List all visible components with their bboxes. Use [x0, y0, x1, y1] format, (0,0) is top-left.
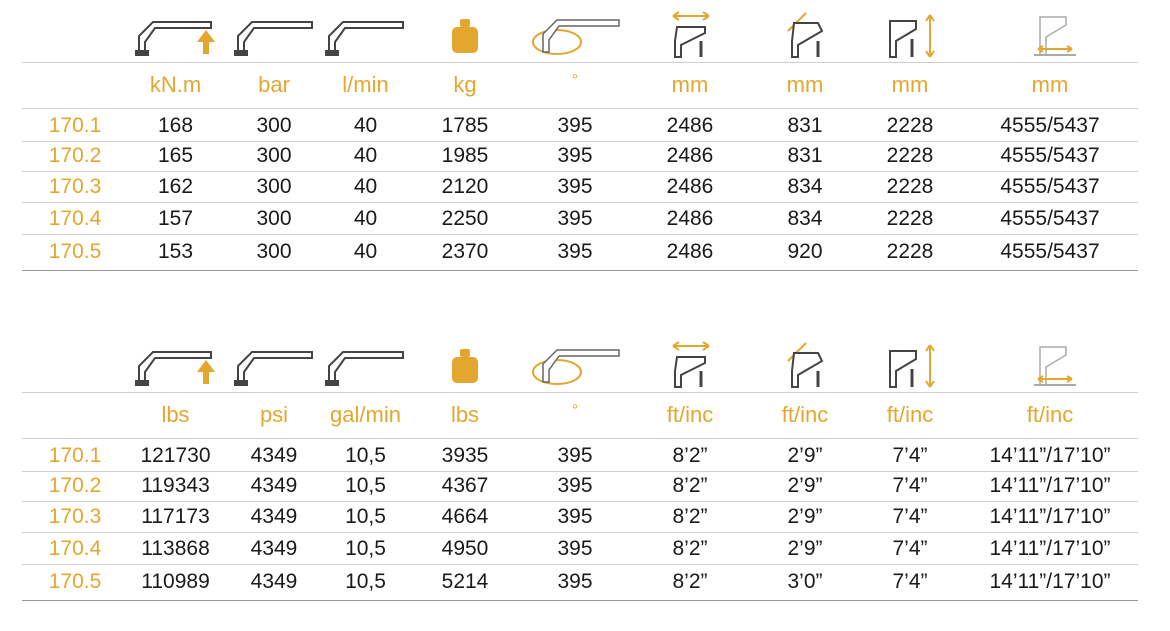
width-icon: [665, 338, 717, 394]
table-cell: 14’11”/17’10”: [989, 474, 1111, 497]
divider: [22, 438, 1138, 439]
table-cell: 8’2”: [672, 537, 708, 560]
model-label: 170.5: [48, 240, 102, 263]
table-cell: 4367: [441, 474, 489, 497]
table-cell: 40: [353, 207, 378, 230]
table-cell: 4349: [250, 570, 298, 593]
table-cell: 300: [256, 175, 292, 198]
table-cell: 4349: [250, 444, 298, 467]
divider: [22, 62, 1138, 63]
table-cell: 40: [353, 114, 378, 137]
model-label: 170.1: [48, 444, 102, 467]
imperial-icon-row: [0, 338, 1170, 398]
unit-label: ft/inc: [1026, 402, 1074, 427]
table-cell: 14’11”/17’10”: [989, 570, 1111, 593]
tilted-width-icon: [780, 8, 832, 64]
table-cell: 2228: [886, 175, 934, 198]
table-cell: 834: [787, 175, 823, 198]
table-cell: 300: [256, 207, 292, 230]
crane-lifting-moment-icon: [130, 338, 220, 394]
width-icon: [665, 8, 717, 64]
table-cell: 4555/5437: [1000, 207, 1100, 230]
table-cell: 8’2”: [672, 444, 708, 467]
table-cell: 2228: [886, 114, 934, 137]
table-row: [0, 203, 1170, 233]
table-cell: 14’11”/17’10”: [989, 537, 1111, 560]
unit-label: ft/inc: [886, 402, 934, 427]
metric-table: [0, 8, 1170, 263]
table-row: [0, 140, 1170, 170]
crane-pressure-icon: [228, 8, 320, 64]
table-cell: 3935: [441, 444, 489, 467]
row-divider: [22, 270, 1138, 271]
table-cell: 4349: [250, 474, 298, 497]
imperial-table: [0, 338, 1170, 593]
table-cell: 40: [353, 175, 378, 198]
height-icon: [880, 338, 940, 394]
table-cell: 4555/5437: [1000, 175, 1100, 198]
unit-label: gal/min: [330, 402, 401, 427]
table-cell: 165: [157, 144, 194, 167]
table-cell: 395: [557, 474, 593, 497]
table-cell: 10,5: [345, 505, 386, 528]
table-cell: 300: [256, 240, 292, 263]
table-cell: 831: [787, 144, 823, 167]
table-cell: 2228: [886, 144, 934, 167]
unit-label: mm: [1031, 72, 1069, 97]
unit-label: lbs: [450, 402, 480, 427]
table-row: [0, 236, 1170, 266]
table-cell: 121730: [140, 444, 211, 467]
unit-label: l/min: [342, 72, 389, 97]
table-cell: 119343: [141, 474, 210, 497]
table-row: [0, 440, 1170, 470]
unit-label: bar: [258, 72, 290, 97]
table-cell: 2228: [886, 240, 934, 263]
table-cell: 2250: [441, 207, 489, 230]
table-cell: 4349: [250, 537, 298, 560]
table-cell: 395: [557, 444, 593, 467]
table-cell: 395: [557, 505, 593, 528]
unit-label: psi: [259, 402, 289, 427]
table-row: [0, 533, 1170, 563]
height-icon: [880, 8, 940, 64]
slewing-angle-icon: [525, 8, 625, 64]
table-cell: 162: [157, 175, 194, 198]
table-cell: 8’2”: [672, 505, 708, 528]
crane-lifting-moment-icon: [130, 8, 220, 64]
table-cell: 2’9”: [787, 537, 823, 560]
table-cell: 2486: [666, 144, 714, 167]
table-cell: 153: [157, 240, 194, 263]
metric-icon-row: [0, 8, 1170, 68]
table-cell: 2120: [441, 175, 489, 198]
table-cell: 168: [157, 114, 194, 137]
row-divider: [22, 234, 1138, 235]
table-cell: 300: [256, 114, 292, 137]
table-cell: 2486: [666, 240, 714, 263]
table-cell: 14’11”/17’10”: [989, 505, 1111, 528]
model-label: 170.1: [48, 114, 102, 137]
unit-label: °: [571, 72, 579, 89]
table-cell: 395: [557, 537, 593, 560]
table-cell: 7’4”: [892, 474, 928, 497]
unit-label: mm: [786, 72, 824, 97]
table-cell: 113868: [141, 537, 210, 560]
imperial-units-row: [0, 402, 1170, 442]
table-cell: 395: [557, 570, 593, 593]
table-cell: 1985: [441, 144, 489, 167]
model-label: 170.4: [48, 537, 102, 560]
table-cell: 2486: [666, 114, 714, 137]
table-row: [0, 110, 1170, 140]
outrigger-span-icon: [1025, 8, 1085, 64]
divider: [22, 108, 1138, 109]
table-cell: 831: [787, 114, 823, 137]
table-cell: 395: [557, 207, 593, 230]
table-cell: 395: [557, 144, 593, 167]
table-cell: 2370: [441, 240, 489, 263]
table-row: [0, 501, 1170, 531]
table-cell: 7’4”: [892, 444, 928, 467]
table-cell: 10,5: [345, 570, 386, 593]
table-cell: 395: [557, 175, 593, 198]
unit-label: mm: [671, 72, 709, 97]
model-label: 170.3: [48, 175, 102, 198]
table-row: [0, 470, 1170, 500]
unit-label: ft/inc: [781, 402, 829, 427]
row-divider: [22, 564, 1138, 565]
table-cell: 117173: [141, 505, 210, 528]
model-label: 170.5: [48, 570, 102, 593]
table-cell: 5214: [441, 570, 489, 593]
model-label: 170.4: [48, 207, 102, 230]
slewing-angle-icon: [525, 338, 625, 394]
table-cell: 395: [557, 240, 593, 263]
weight-icon: [440, 338, 490, 394]
unit-label: kg: [453, 72, 477, 97]
outrigger-span-icon: [1025, 338, 1085, 394]
model-label: 170.2: [48, 474, 102, 497]
table-cell: 2228: [886, 207, 934, 230]
table-cell: 10,5: [345, 474, 386, 497]
table-cell: 10,5: [345, 537, 386, 560]
crane-flow-icon: [320, 338, 410, 394]
table-cell: 4349: [250, 505, 298, 528]
crane-pressure-icon: [228, 338, 320, 394]
table-cell: 7’4”: [892, 505, 928, 528]
table-cell: 920: [787, 240, 823, 263]
table-cell: 14’11”/17’10”: [989, 444, 1111, 467]
table-cell: 2’9”: [787, 444, 823, 467]
row-divider: [22, 600, 1138, 601]
table-cell: 4950: [441, 537, 489, 560]
tilted-width-icon: [780, 338, 832, 394]
table-cell: 8’2”: [672, 474, 708, 497]
table-cell: 834: [787, 207, 823, 230]
table-cell: 2486: [666, 175, 714, 198]
table-cell: 40: [353, 144, 378, 167]
table-cell: 7’4”: [892, 537, 928, 560]
table-cell: 8’2”: [672, 570, 708, 593]
table-cell: 4664: [441, 505, 489, 528]
table-cell: 2’9”: [787, 474, 823, 497]
divider: [22, 392, 1138, 393]
table-cell: 3’0”: [787, 570, 823, 593]
table-cell: 40: [353, 240, 378, 263]
table-cell: 7’4”: [892, 570, 928, 593]
unit-label: lbs: [161, 402, 190, 427]
model-label: 170.3: [48, 505, 102, 528]
table-row: [0, 566, 1170, 596]
table-cell: 2’9”: [787, 505, 823, 528]
table-cell: 4555/5437: [1000, 240, 1100, 263]
table-cell: 4555/5437: [1000, 144, 1100, 167]
unit-label: °: [571, 402, 579, 419]
table-cell: 110989: [141, 570, 210, 593]
metric-units-row: [0, 72, 1170, 112]
table-cell: 157: [157, 207, 194, 230]
unit-label: kN.m: [149, 72, 202, 97]
model-label: 170.2: [48, 144, 102, 167]
table-cell: 1785: [441, 114, 489, 137]
table-cell: 4555/5437: [1000, 114, 1100, 137]
table-cell: 10,5: [345, 444, 386, 467]
unit-label: mm: [891, 72, 929, 97]
table-cell: 395: [557, 114, 593, 137]
weight-icon: [440, 8, 490, 64]
table-cell: 300: [256, 144, 292, 167]
unit-label: ft/inc: [666, 402, 714, 427]
table-row: [0, 171, 1170, 201]
table-cell: 2486: [666, 207, 714, 230]
crane-flow-icon: [320, 8, 410, 64]
